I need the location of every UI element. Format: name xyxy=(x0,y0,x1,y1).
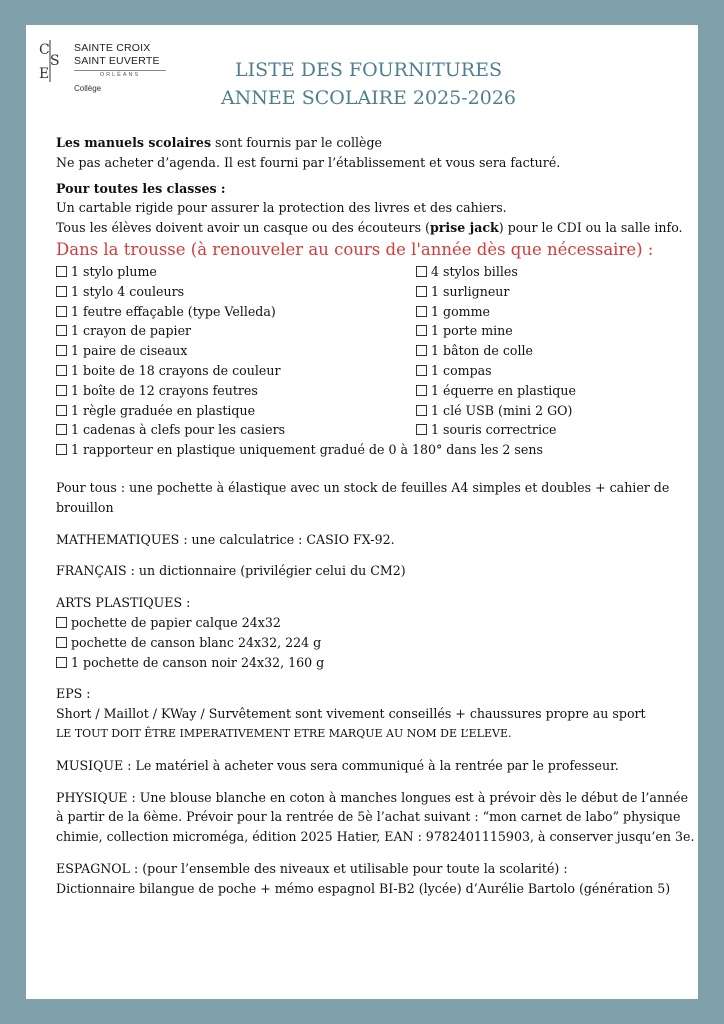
checkbox-icon xyxy=(416,365,427,376)
list-item: 1 équerre en plastique xyxy=(416,381,686,401)
checkbox-icon xyxy=(416,325,427,336)
list-item: 1 souris correctrice xyxy=(416,420,686,440)
casque-text-a: Tous les élèves doivent avoir un casque ou des écouteurs ( xyxy=(56,220,430,236)
list-item: 1 cadenas à clefs pour les casiers xyxy=(56,420,416,440)
eps-line2: LE TOUT DOIT ÊTRE IMPERATIVEMENT ETRE MARQUE AU NOM DE L’ELEVE. xyxy=(56,726,512,740)
manuels-rest: sont fournis par le collège xyxy=(211,135,382,150)
trousse-heading: Dans la trousse (à renouveler au cours de l'année dès que nécessaire) : xyxy=(56,239,654,259)
checkbox-icon xyxy=(56,405,67,416)
checkbox-icon xyxy=(56,424,67,435)
page-title-line1: LISTE DES FOURNITURES xyxy=(235,59,502,81)
school-monogram xyxy=(35,40,65,82)
casque-text-b: ) pour le CDI ou la salle info. xyxy=(498,220,683,236)
checkbox-icon xyxy=(56,657,67,668)
list-item: 1 règle graduée en plastique xyxy=(56,401,416,421)
list-item-rapporteur: 1 rapporteur en plastique uniquement gradué de 0 à 180° dans les 2 sens xyxy=(56,440,696,460)
checkbox-icon xyxy=(416,385,427,396)
list-item: 1 boite de 18 crayons de couleur xyxy=(56,361,416,381)
document-page xyxy=(26,25,698,999)
arts-heading: ARTS PLASTIQUES : xyxy=(56,595,191,611)
list-item: pochette de papier calque 24x32 xyxy=(56,613,696,633)
svg-text:S: S xyxy=(50,53,60,69)
svg-text:C: C xyxy=(39,42,50,58)
logo-city: ORLÉANS xyxy=(74,70,166,78)
checkbox-icon xyxy=(56,444,67,455)
espagnol-line2: Dictionnaire bilangue de poche + mémo espagnol BI-B2 (lycée) d’Aurélie Bartolo (génération 5) xyxy=(56,880,671,896)
checkbox-icon xyxy=(416,306,427,317)
list-item: 1 gomme xyxy=(416,302,686,322)
checkbox-icon xyxy=(56,266,67,277)
list-item: 1 clé USB (mini 2 GO) xyxy=(416,401,686,421)
toutes-classes-heading-text: Pour toutes les classes : xyxy=(56,180,226,196)
list-item: 1 stylo plume xyxy=(56,262,416,282)
list-item: 1 feutre effaçable (type Velleda) xyxy=(56,302,416,322)
physique-paragraph: PHYSIQUE : Une blouse blanche en coton à manches longues est à prévoir dès le début de l’année à partir de la 6ème. Prévoir pour la rentrée de 5è l’achat suivant : “mon carnet de labo” physique chimie, collection microméga, édition 2025 Hatier, EAN : 9782401115903, à conserver jusqu’en 3e. xyxy=(56,789,695,845)
manuels-line xyxy=(56,133,696,153)
logo-name-line2: SAINT EUVERTE xyxy=(74,55,160,67)
list-item: 4 stylos billes xyxy=(416,262,686,282)
list-item: 1 compas xyxy=(416,361,686,381)
espagnol-line1: ESPAGNOL : (pour l’ensemble des niveaux et utilisable pour toute la scolarité) : xyxy=(56,860,568,876)
trousse-left-column xyxy=(56,262,416,440)
trousse-right-column xyxy=(416,262,686,440)
logo-college: Collège xyxy=(74,84,102,93)
checkbox-icon xyxy=(56,365,67,376)
page-title-line2: ANNEE SCOLAIRE 2025-2026 xyxy=(220,87,517,109)
list-item: 1 crayon de papier xyxy=(56,321,416,341)
checkbox-icon xyxy=(56,345,67,356)
list-item: 1 pochette de canson noir 24x32, 160 g xyxy=(56,653,696,673)
logo-name-line1: SAINTE CROIX xyxy=(74,42,151,54)
svg-text:E: E xyxy=(39,66,50,82)
list-item: 1 paire de ciseaux xyxy=(56,341,416,361)
musique-line: MUSIQUE : Le matériel à acheter vous sera communiqué à la rentrée par le professeur. xyxy=(56,757,619,773)
supplies-content xyxy=(56,133,696,899)
list-item: 1 bâton de colle xyxy=(416,341,686,361)
trousse-list xyxy=(56,262,696,440)
eps-line1: Short / Maillot / KWay / Survêtement sont vivement conseillés + chaussures propre au sport xyxy=(56,706,646,722)
agenda-line: Ne pas acheter d’agenda. Il est fourni par l’établissement et vous sera facturé. xyxy=(56,154,561,170)
checkbox-icon xyxy=(56,617,67,628)
cartable-line: Un cartable rigide pour assurer la protection des livres et des cahiers. xyxy=(56,200,507,216)
casque-line xyxy=(56,218,696,238)
checkbox-icon xyxy=(56,637,67,648)
list-item: 1 surligneur xyxy=(416,282,686,302)
list-item: 1 stylo 4 couleurs xyxy=(56,282,416,302)
checkbox-icon xyxy=(416,424,427,435)
toutes-classes-heading xyxy=(56,179,696,199)
checkbox-icon xyxy=(56,325,67,336)
manuels-bold: Les manuels scolaires xyxy=(56,135,212,150)
eps-heading: EPS : xyxy=(56,686,91,702)
checkbox-icon xyxy=(416,286,427,297)
pour-tous-paragraph: Pour tous : une pochette à élastique avec un stock de feuilles A4 simples et doubles + cahier de brouillon xyxy=(56,479,670,515)
maths-line: MATHEMATIQUES : une calculatrice : CASIO FX-92. xyxy=(56,531,395,547)
checkbox-icon xyxy=(56,306,67,317)
list-item: 1 porte mine xyxy=(416,321,686,341)
francais-line: FRANÇAIS : un dictionnaire (privilégier celui du CM2) xyxy=(56,563,406,579)
list-item: pochette de canson blanc 24x32, 224 g xyxy=(56,633,696,653)
checkbox-icon xyxy=(56,385,67,396)
checkbox-icon xyxy=(416,266,427,277)
list-item: 1 boîte de 12 crayons feutres xyxy=(56,381,416,401)
school-logo xyxy=(35,40,175,100)
checkbox-icon xyxy=(416,345,427,356)
checkbox-icon xyxy=(416,405,427,416)
casque-bold: prise jack xyxy=(429,220,499,236)
checkbox-icon xyxy=(56,286,67,297)
